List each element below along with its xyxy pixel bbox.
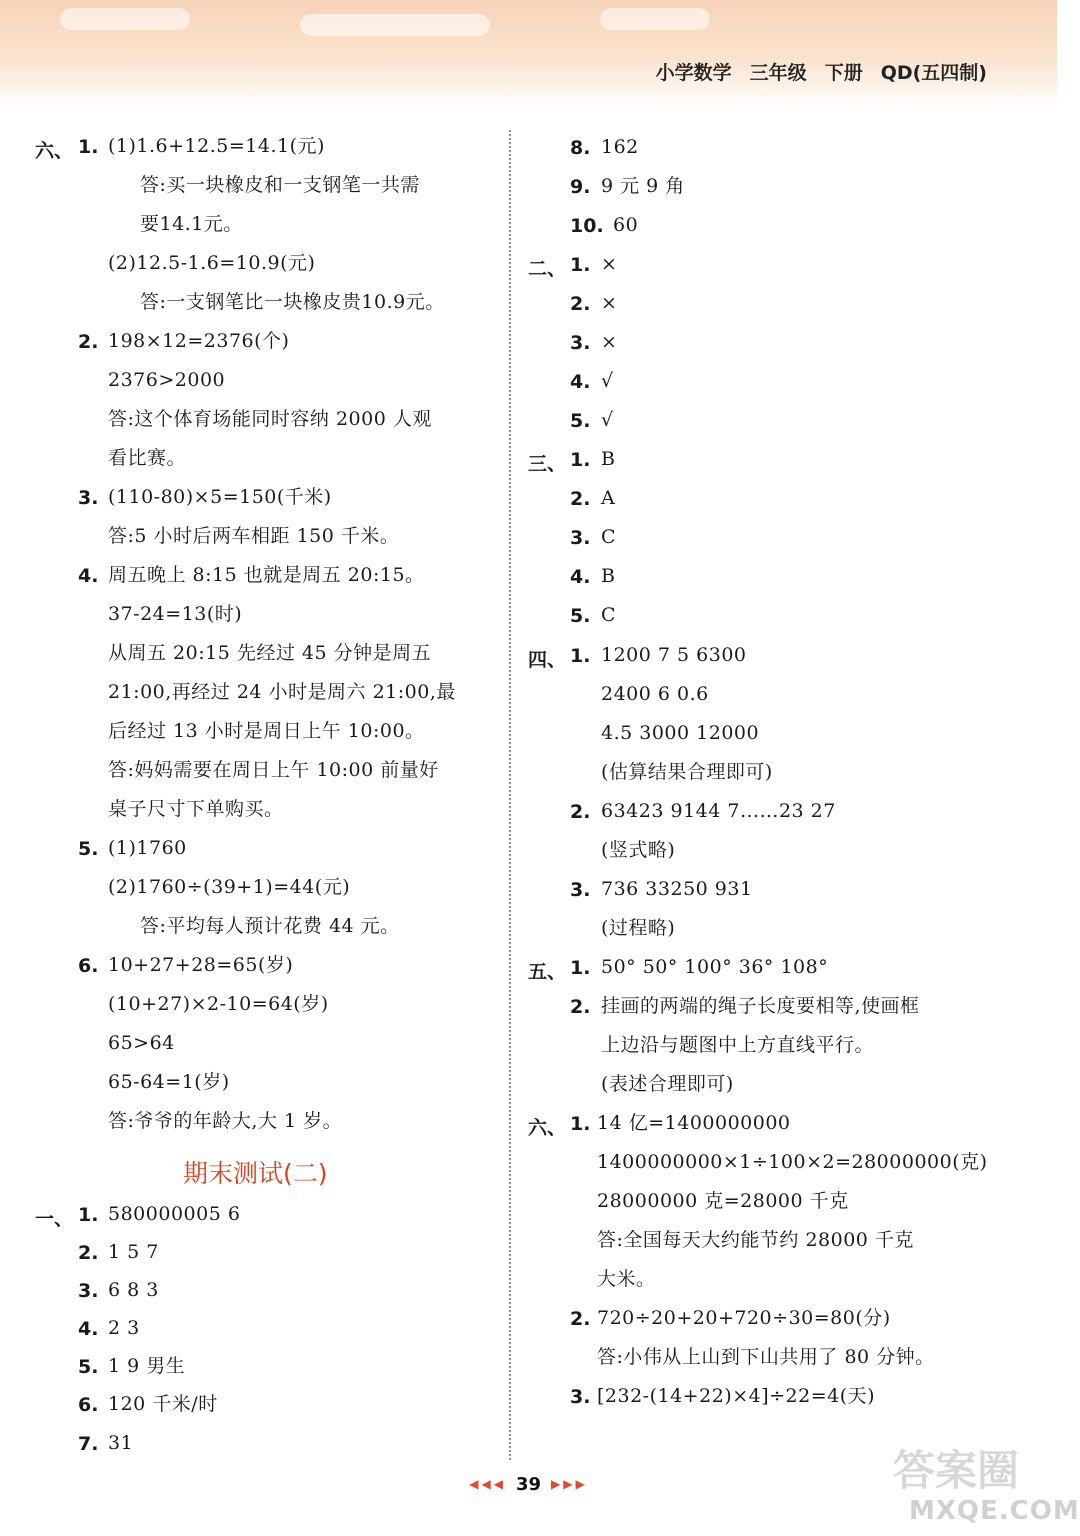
page-number: 39 xyxy=(515,1474,542,1495)
answer-line: 720÷20+20+720÷30=80(分) xyxy=(597,1307,891,1329)
header-decor xyxy=(60,8,190,30)
answer-line: 31 xyxy=(108,1432,134,1454)
answer-line: 736 33250 931 xyxy=(601,878,753,900)
answer-line: (110-80)×5=150(千米) xyxy=(108,486,332,508)
answer-line: (1)1760 xyxy=(108,837,187,859)
answer-line: 答:小伟从上山到下山共用了 80 分钟。 xyxy=(597,1346,935,1368)
question-number: 4. xyxy=(78,1318,99,1340)
question-number: 8. xyxy=(570,137,591,159)
question-number: 1. xyxy=(78,1204,99,1226)
answer-line: 6 8 3 xyxy=(108,1279,159,1301)
section-title: 期末测试(二) xyxy=(183,1159,328,1188)
question-number: 3. xyxy=(78,487,99,509)
answer-line: 65>64 xyxy=(108,1032,175,1054)
answer-line: 要14.1元。 xyxy=(140,213,243,235)
answer-line: 9 元 9 角 xyxy=(601,175,685,197)
answer-line: 60 xyxy=(613,214,639,236)
answer-line: × xyxy=(601,331,618,353)
header-decor xyxy=(600,8,710,30)
question-number: 3. xyxy=(570,1386,591,1408)
question-number: 1. xyxy=(570,254,591,276)
answer-line: 2376>2000 xyxy=(108,369,226,391)
answer-line: 162 xyxy=(601,136,639,158)
answer-line: 上边沿与题图中上方直线平行。 xyxy=(601,1034,875,1056)
question-number: 2. xyxy=(570,293,591,315)
answer-line: 1 5 7 xyxy=(108,1241,159,1263)
question-number: 5. xyxy=(570,605,591,627)
question-number: 5. xyxy=(78,1356,99,1378)
question-number: 2. xyxy=(570,488,591,510)
subject-label: 小学数学 xyxy=(655,62,732,84)
answer-line: 答:爷爷的年龄大,大 1 岁。 xyxy=(108,1110,343,1132)
answer-line: C xyxy=(601,604,617,626)
answer-line: 答:这个体育场能同时容纳 2000 人观 xyxy=(108,408,432,430)
watermark-logo xyxy=(889,1438,1080,1530)
column-divider xyxy=(509,130,511,1460)
question-number: 2. xyxy=(78,331,99,353)
question-number: 5. xyxy=(570,410,591,432)
answer-line: (过程略) xyxy=(601,917,676,939)
question-number: 2. xyxy=(570,1308,591,1330)
question-number: 1. xyxy=(570,957,591,979)
question-number: 10. xyxy=(570,215,604,237)
answer-line: B xyxy=(601,565,616,587)
answer-line: √ xyxy=(601,409,614,431)
section-label: 四、 xyxy=(528,649,567,671)
section-label: 六、 xyxy=(528,1117,567,1139)
grade-label: 三年级 xyxy=(749,62,807,84)
answer-line: A xyxy=(601,487,616,509)
answer-line: (1)1.6+12.5=14.1(元) xyxy=(108,135,325,157)
answer-line: 28000000 克=28000 千克 xyxy=(597,1190,849,1212)
answer-line: 10+27+28=65(岁) xyxy=(108,954,294,976)
answer-line: [232-(14+22)×4]÷22=4(天) xyxy=(597,1385,876,1407)
question-number: 9. xyxy=(570,176,591,198)
answer-line: 答:5 小时后两车相距 150 千米。 xyxy=(108,525,400,547)
answer-line: 答:一支钢笔比一块橡皮贵10.9元。 xyxy=(140,291,445,313)
section-label: 六、 xyxy=(35,140,74,162)
answer-line: 4.5 3000 12000 xyxy=(601,722,760,744)
answer-line: 看比赛。 xyxy=(108,447,187,469)
answer-line: √ xyxy=(601,370,614,392)
answer-line: 2400 6 0.6 xyxy=(601,683,709,705)
term-label: 下册 xyxy=(824,62,863,84)
section-label: 一、 xyxy=(35,1208,74,1230)
question-number: 2. xyxy=(78,1242,99,1264)
section-label: 五、 xyxy=(528,961,567,983)
answer-line: 1 9 男生 xyxy=(108,1355,186,1377)
answer-line: 50° 50° 100° 36° 108° xyxy=(601,956,829,978)
answer-line: B xyxy=(601,448,616,470)
answer-line: (表述合理即可) xyxy=(601,1073,734,1095)
question-number: 3. xyxy=(570,332,591,354)
question-number: 1. xyxy=(78,136,99,158)
answer-line: 21:00,再经过 24 小时是周六 21:00,最 xyxy=(108,681,456,703)
answer-line: 答:平均每人预计花费 44 元。 xyxy=(140,915,400,937)
section-label: 三、 xyxy=(528,453,567,475)
answer-line: 桌子尺寸下单购买。 xyxy=(108,798,284,820)
question-number: 1. xyxy=(570,1113,591,1135)
prev-arrows-icon: ◀◀◀ xyxy=(469,1477,506,1491)
answer-line: 37-24=13(时) xyxy=(108,603,243,625)
answer-line: 198×12=2376(个) xyxy=(108,330,290,352)
question-number: 3. xyxy=(570,879,591,901)
question-number: 7. xyxy=(78,1433,99,1455)
answer-line: 580000005 6 xyxy=(108,1203,241,1225)
answer-line: (估算结果合理即可) xyxy=(601,761,773,783)
question-number: 3. xyxy=(78,1280,99,1302)
question-number: 4. xyxy=(570,371,591,393)
watermark-glyph: 答案圈 xyxy=(893,1446,1020,1495)
question-number: 2. xyxy=(570,801,591,823)
answer-line: 1400000000×1÷100×2=28000000(克) xyxy=(597,1151,988,1173)
answer-line: 120 千米/时 xyxy=(108,1393,218,1415)
answer-line: 答:全国每天大约能节约 28000 千克 xyxy=(597,1229,914,1251)
question-number: 6. xyxy=(78,955,99,977)
answer-line: (2)12.5-1.6=10.9(元) xyxy=(108,252,316,274)
book-title xyxy=(638,58,987,85)
answer-line: × xyxy=(601,292,618,314)
answer-line: 答:妈妈需要在周日上午 10:00 前量好 xyxy=(108,759,439,781)
answer-line: 周五晚上 8:15 也就是周五 20:15。 xyxy=(108,564,425,586)
answer-line: 63423 9144 7……23 27 xyxy=(601,800,836,822)
header-decor xyxy=(300,14,490,36)
answer-line: 1200 7 5 6300 xyxy=(601,644,747,666)
answer-line: 后经过 13 小时是周日上午 10:00。 xyxy=(108,720,425,742)
answer-line: × xyxy=(601,253,618,275)
question-number: 2. xyxy=(570,996,591,1018)
next-arrows-icon: ▶▶▶ xyxy=(551,1477,588,1491)
answer-line: C xyxy=(601,526,617,548)
question-number: 6. xyxy=(78,1394,99,1416)
section-label: 二、 xyxy=(528,258,567,280)
question-number: 1. xyxy=(570,645,591,667)
answer-line: 答:买一块橡皮和一支钢笔一共需 xyxy=(140,174,420,196)
answer-line: 65-64=1(岁) xyxy=(108,1071,230,1093)
answer-line: 从周五 20:15 先经过 45 分钟是周五 xyxy=(108,642,432,664)
watermark-text: MXQE.COM xyxy=(909,1496,1080,1526)
question-number: 3. xyxy=(570,527,591,549)
header-band xyxy=(0,0,1057,108)
answer-line: (10+27)×2-10=64(岁) xyxy=(108,993,329,1015)
question-number: 4. xyxy=(570,566,591,588)
answer-line: (竖式略) xyxy=(601,839,676,861)
question-number: 1. xyxy=(570,449,591,471)
question-number: 4. xyxy=(78,565,99,587)
question-number: 5. xyxy=(78,838,99,860)
answer-line: 14 亿=1400000000 xyxy=(597,1112,791,1134)
edition-label: QD(五四制) xyxy=(880,62,987,84)
answer-line: 大米。 xyxy=(597,1268,656,1290)
answer-line: 2 3 xyxy=(108,1317,140,1339)
answer-line: 挂画的两端的绳子长度要相等,使画框 xyxy=(601,995,920,1017)
answer-line: (2)1760÷(39+1)=44(元) xyxy=(108,876,351,898)
